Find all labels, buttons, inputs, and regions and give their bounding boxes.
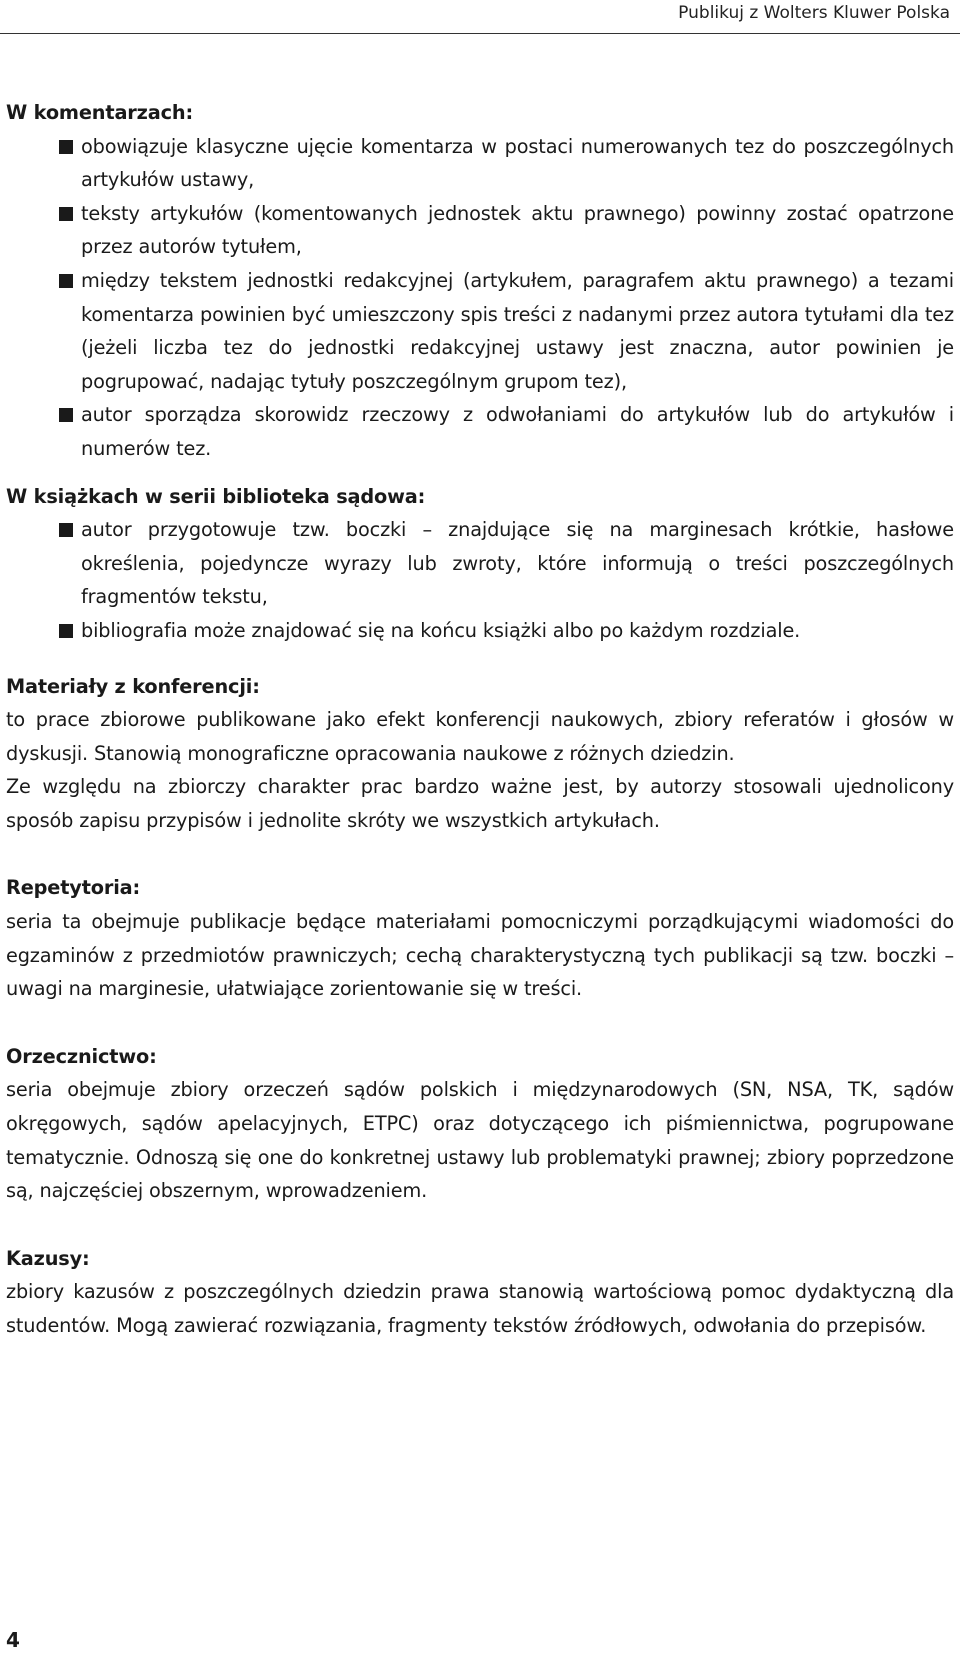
square-bullet-icon [59,207,73,221]
paragraph: seria obejmuje zbiory orzeczeń sądów polskich i międzynarodowych (SN, NSA, TK, sądów okręgowych, sądów apelacyjnych, ETPC) oraz dotyczącego ich piśmiennictwa, pogrupowane tematycznie. Odnoszą się one do konkretnej ustawy lub problematyki prawnej; zbiory poprzedzone są, najczęściej obszernym, wprowadzeniem. [6,1078,954,1203]
list-item-text: autor sporządza skorowidz rzeczowy z odwołaniami do artykułów lub do artykułów i numerów tez. [81,403,954,460]
page-number: 4 [6,1628,20,1652]
list-item [6,264,954,398]
list-item-text: obowiązuje klasyczne ujęcie komentarza w postaci numerowanych tez do poszczególnych artykułów ustawy, [81,134,954,192]
list-item [6,197,954,264]
section-heading: Kazusy: [6,1246,90,1270]
section-materialy-z-konferencji [6,670,954,838]
section-orzecznictwo [6,1040,954,1208]
section-heading: Materiały z konferencji: [6,674,260,698]
square-bullet-icon [59,523,73,537]
paragraph: zbiory kazusów z poszczególnych dziedzin prawa stanowią wartościową pomoc dydaktyczną dla studentów. Mogą zawierać rozwiązania, fragmenty tekstów źródłowych, odwołania do przepisów. [6,1280,954,1337]
list-item [6,398,954,465]
square-bullet-icon [59,274,73,288]
bullet-list [6,513,954,647]
paragraph: Ze względu na zbiorczy charakter prac bardzo ważne jest, by autorzy stosowali ujednolicony sposób zapisu przypisów i jednolite skróty we wszystkich artykułach. [6,775,954,832]
list-item [6,130,954,197]
list-item-text: autor przygotowuje tzw. boczki – znajdujące się na marginesach krótkie, hasłowe określenia, pojedyncze wyrazy lub zwroty, które informują o treści poszczególnych fragmentów tekstu, [81,518,954,609]
bullet-list [6,130,954,466]
square-bullet-icon [59,408,73,422]
list-item-text: teksty artykułów (komentowanych jednostek aktu prawnego) powinny zostać opatrzone przez autorów tytułem, [81,201,954,259]
list-item-text: bibliografia może znajdować się na końcu książki albo po każdym rozdziale. [81,618,801,642]
paragraph: seria ta obejmuje publikacje będące materiałami pomocniczymi porządkującymi wiadomości do egzaminów z przedmiotów prawniczych; cechą charakterystyczną tych publikacji są tzw. boczki – uwagi na marginesie, ułatwiające zorientowanie się w treści. [6,910,954,1001]
running-header [0,0,960,34]
section-komentarze [6,96,954,466]
section-heading: W komentarzach: [6,101,194,124]
list-item [6,513,954,614]
square-bullet-icon [59,624,73,638]
list-item [6,614,954,648]
square-bullet-icon [59,140,73,154]
paragraph: to prace zbiorowe publikowane jako efekt konferencji naukowych, zbiory referatów i głosów w dyskusji. Stanowią monograficzne opracowania naukowe z różnych dziedzin. [6,708,954,765]
section-repetytoria [6,871,954,1005]
section-heading: Orzecznictwo: [6,1044,157,1068]
running-header-title: Publikuj z Wolters Kluwer Polska [678,3,950,23]
page-content [6,96,954,1343]
section-heading: W książkach w serii biblioteka sądowa: [6,484,426,508]
section-biblioteka-sadowa [6,480,954,648]
list-item-text: między tekstem jednostki redakcyjnej (artykułem, paragrafem aktu prawnego) a tezami komentarza powinien być umieszczony spis treści z nadanymi przez autora tytułami dla tez (jeżeli liczba tez do jednostki redakcyjnej ustawy jest znaczna, autor powinien je pogrupować, nadając tytuły poszczególnym grupom tez), [81,268,954,393]
section-kazusy [6,1242,954,1343]
section-heading: Repetytoria: [6,876,141,900]
